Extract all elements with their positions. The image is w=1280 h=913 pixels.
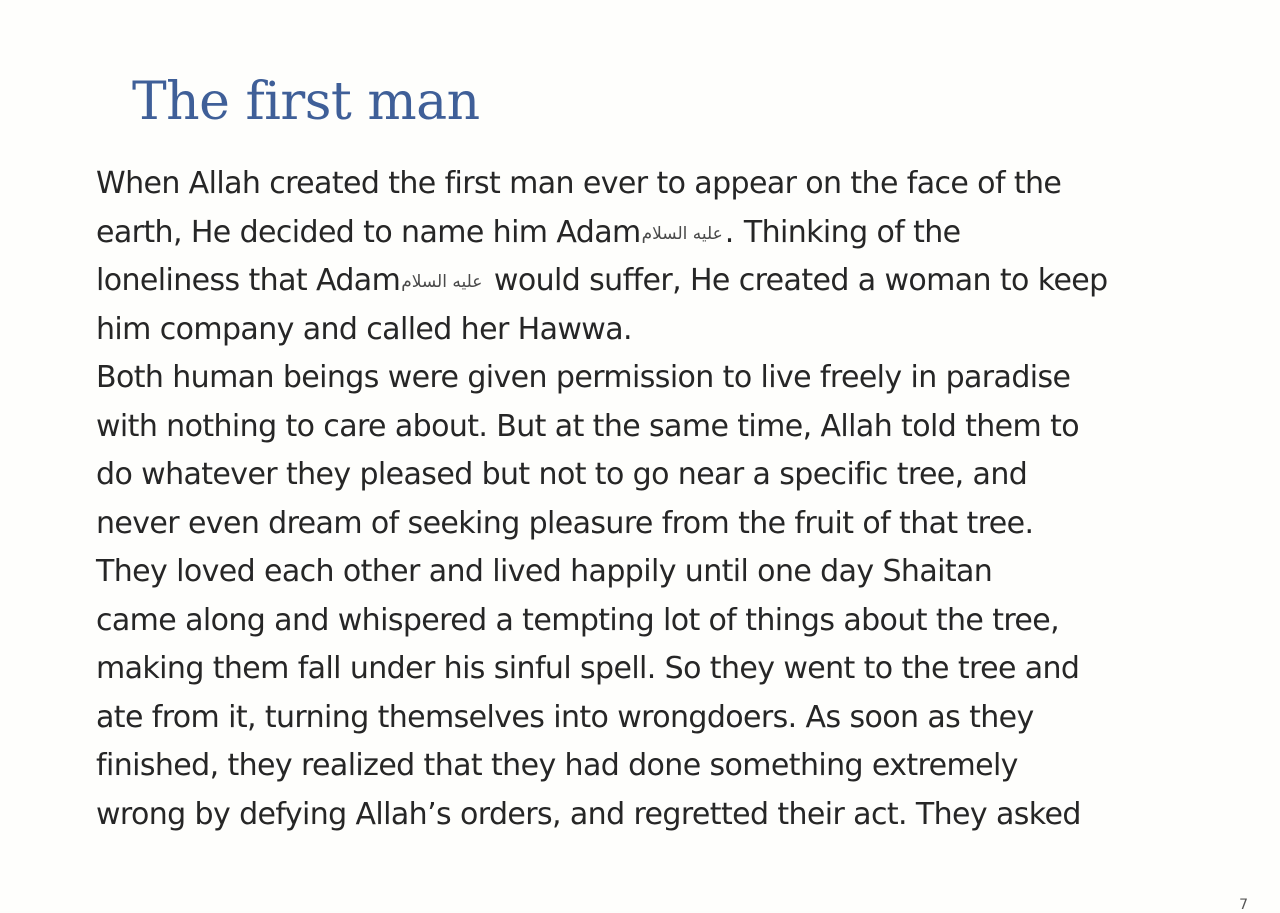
paragraph-1 xyxy=(96,160,1216,354)
honorific-symbol: عليه السلام xyxy=(641,223,723,244)
text-line: him company and called her Hawwa. xyxy=(96,311,632,347)
paragraph-2 xyxy=(96,354,1216,839)
text-line: ate from it, turning themselves into wrongdoers. As soon as they xyxy=(96,699,1034,735)
text-line: came along and whispered a tempting lot of things about the tree, xyxy=(96,602,1060,638)
text-line: Both human beings were given permission to live freely in paradise xyxy=(96,360,1071,395)
honorific-symbol: عليه السلام xyxy=(401,272,483,292)
text-line: They loved each other and lived happily until one day Shaitan xyxy=(96,554,993,589)
text-line: When Allah created the first man ever to appear on the face of the xyxy=(96,166,1062,201)
text-line: earth, He decided to name him Adamعليه السلام. Thinking of the xyxy=(96,214,961,250)
page-number: 7 xyxy=(1239,897,1248,913)
text-line: making them fall under his sinful spell. So they went to the tree and xyxy=(96,651,1080,686)
body-text xyxy=(96,160,1216,839)
text-line: do whatever they pleased but not to go near a specific tree, and xyxy=(96,457,1028,492)
text-line: finished, they realized that they had done something extremely xyxy=(96,748,1018,783)
text-line: never even dream of seeking pleasure from the fruit of that tree. xyxy=(96,505,1034,541)
text-line: with nothing to care about. But at the same time, Allah told them to xyxy=(96,408,1079,444)
chapter-title: The first man xyxy=(132,72,480,132)
text-line: loneliness that Adamعليه السلام would suffer, He created a woman to keep xyxy=(96,263,1108,298)
text-line: wrong by defying Allah’s orders, and regretted their act. They asked xyxy=(96,796,1081,832)
